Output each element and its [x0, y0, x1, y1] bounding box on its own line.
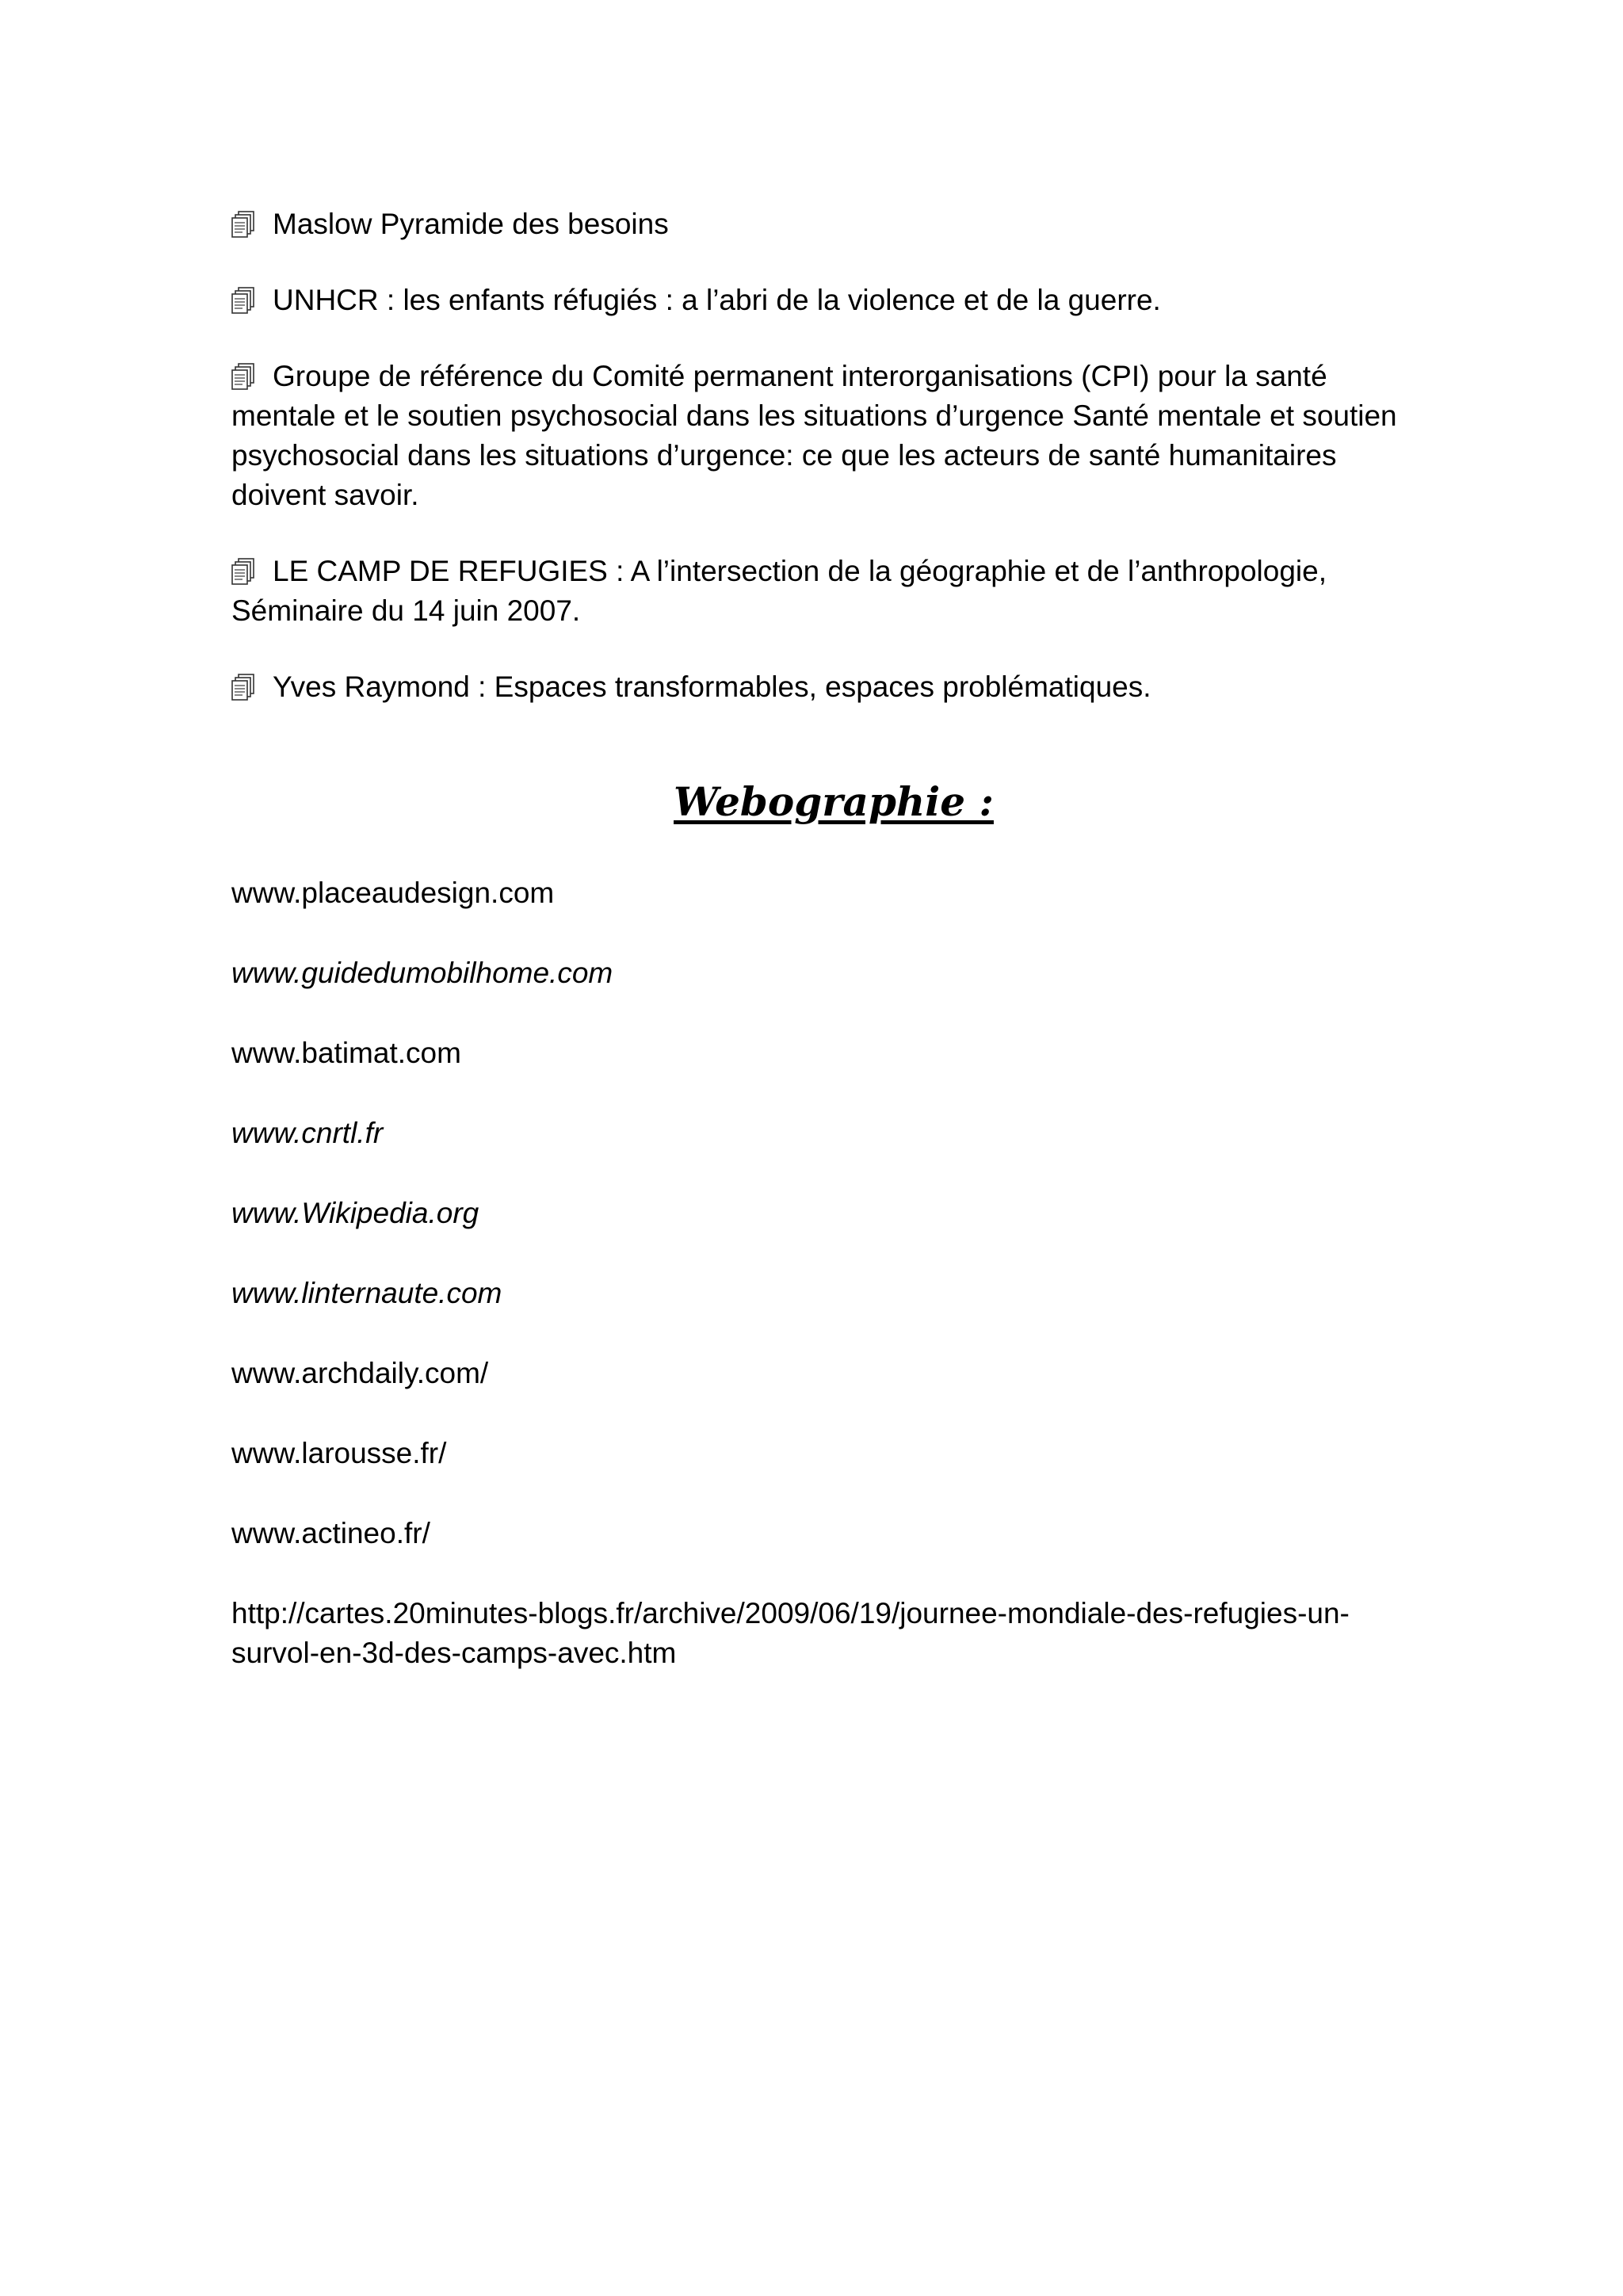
bibliography-text: Groupe de référence du Comité permanent interorganisations (CPI) pour la santé mentale et le soutien psychosocial dans les situations d’urgence Santé mentale et soutien psychosocial dans les situations d’urgence: ce que les acteurs de santé humanitaires doivent savoir. [231, 360, 1397, 511]
web-link-item[interactable]: www.placeaudesign.com [231, 877, 555, 909]
document-icon [231, 363, 255, 390]
web-link-item[interactable]: www.Wikipedia.org [231, 1197, 479, 1229]
bibliography-text: UNHCR : les enfants réfugiés : a l’abri de la violence et de la guerre. [273, 284, 1161, 316]
webography-title: Webographie : [674, 778, 994, 825]
web-link-item[interactable]: www.batimat.com [231, 1037, 461, 1069]
web-link-item[interactable]: http://cartes.20minutes-blogs.fr/archive/2009/06/19/journee-mondiale-des-refugies-un-survol-en-3d-des-camps-avec.htm [231, 1597, 1350, 1669]
page-content [231, 204, 1436, 1713]
bibliography-list [231, 204, 1436, 707]
web-link-item[interactable]: www.linternaute.com [231, 1277, 502, 1309]
web-link-item[interactable]: www.guidedumobilhome.com [231, 957, 613, 989]
webography-list [231, 873, 1436, 1673]
web-link-item[interactable]: www.archdaily.com/ [231, 1357, 489, 1389]
document-icon [231, 287, 255, 314]
bibliography-item [231, 552, 1436, 631]
bibliography-item [231, 667, 1436, 707]
bibliography-item [231, 357, 1436, 515]
bibliography-text: Yves Raymond : Espaces transformables, espaces problématiques. [273, 670, 1151, 703]
document-icon [231, 558, 255, 585]
bibliography-text: Maslow Pyramide des besoins [273, 208, 669, 240]
bibliography-item [231, 204, 1436, 244]
web-link-item[interactable]: www.actineo.fr/ [231, 1517, 430, 1549]
web-link-item[interactable]: www.cnrtl.fr [231, 1117, 384, 1149]
bibliography-text: LE CAMP DE REFUGIES : A l’intersection de la géographie et de l’anthropologie, Séminaire du 14 juin 2007. [231, 555, 1327, 627]
document-icon [231, 211, 255, 238]
bibliography-item [231, 281, 1436, 320]
web-link-item[interactable]: www.larousse.fr/ [231, 1437, 447, 1469]
document-icon [231, 674, 255, 701]
